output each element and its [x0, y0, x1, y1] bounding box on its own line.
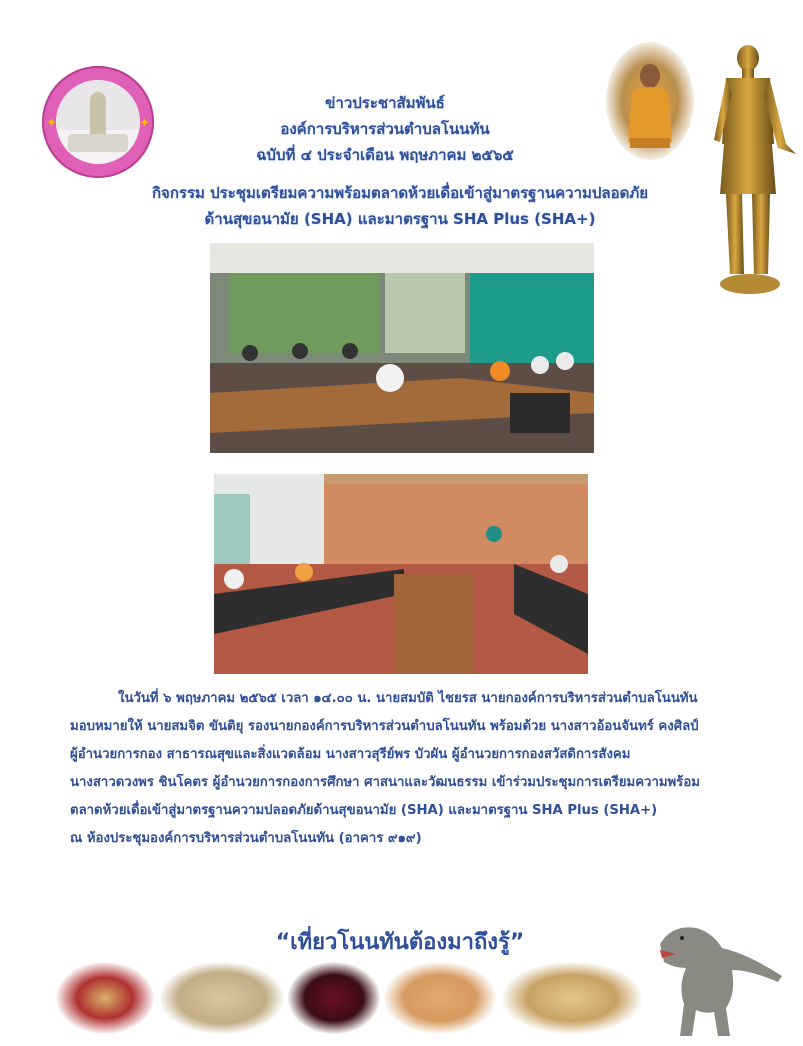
- body-line: ณ ห้องประชุมองค์การบริหารส่วนตำบลโนนทัน (อาคาร ๙๑๙): [70, 831, 422, 846]
- star-icon: ✦: [46, 116, 57, 131]
- meeting-room-photo-2: [214, 474, 588, 674]
- dinosaur-model-photo: [652, 904, 786, 1042]
- body-line: ผู้อำนวยการกอง สาธารณสุขและสิ่งแวดล้อม นางสาวสุรีย์พร บัวผัน ผู้อำนวยการกองสวัสดิการสังคม: [70, 747, 631, 762]
- body-line: มอบหมายให้ นายสมจิต ขันติยุ รองนายกองค์การบริหารส่วนตำบลโนนทัน พร้อมด้วย นางสาวอ้อนจันทร์ คงศิลป์: [70, 719, 699, 734]
- header-activity: กิจกรรม ประชุมเตรียมความพร้อมตลาดห้วยเดื่อเข้าสู่มาตรฐานความปลอดภัย: [151, 184, 649, 202]
- tourism-slogan: “เที่ยวโนนทันต้องมาถึงรู้”: [275, 930, 525, 955]
- header-activity-standard: ด้านสุขอนามัย (SHA) และมาตรฐาน SHA Plus (SHA+): [204, 210, 596, 228]
- meeting-room-photo-1: [210, 243, 594, 453]
- monk-statue-photo: [606, 42, 694, 160]
- header-title: ข่าวประชาสัมพันธ์: [325, 94, 445, 112]
- header-organization: องค์การบริหารส่วนตำบลโนนทัน: [280, 120, 490, 138]
- food-photo-2: [160, 962, 284, 1034]
- news-body: [70, 685, 740, 855]
- organization-logo: [42, 66, 154, 178]
- monument-icon: [90, 92, 106, 136]
- food-photo-3: [288, 962, 380, 1034]
- logo-emblem: [56, 80, 140, 164]
- header-issue: ฉบับที่ ๔ ประจำเดือน พฤษภาคม ๒๕๖๕: [256, 146, 514, 164]
- body-line: ตลาดห้วยเดื่อเข้าสู่มาตรฐานความปลอดภัยด้านสุขอนามัย (SHA) และมาตรฐาน SHA Plus (SHA+): [70, 803, 658, 818]
- food-photo-1: [56, 962, 154, 1034]
- star-icon: ✦: [139, 116, 150, 131]
- body-line: นางสาวดวงพร ชินโคตร ผู้อำนวยการกองการศึกษา ศาสนาและวัฒนธรรม เข้าร่วมประชุมการเตรียมความพร้อม: [70, 775, 700, 790]
- body-line: ในวันที่ ๖ พฤษภาคม ๒๕๖๕ เวลา ๑๔.๐๐ น. นายสมบัติ ไชยรส นายกองค์การบริหารส่วนตำบลโนนทัน: [118, 691, 698, 706]
- food-photo-4: [384, 962, 496, 1034]
- food-photo-5: [502, 962, 642, 1034]
- bronze-warrior-statue-photo: [712, 44, 796, 300]
